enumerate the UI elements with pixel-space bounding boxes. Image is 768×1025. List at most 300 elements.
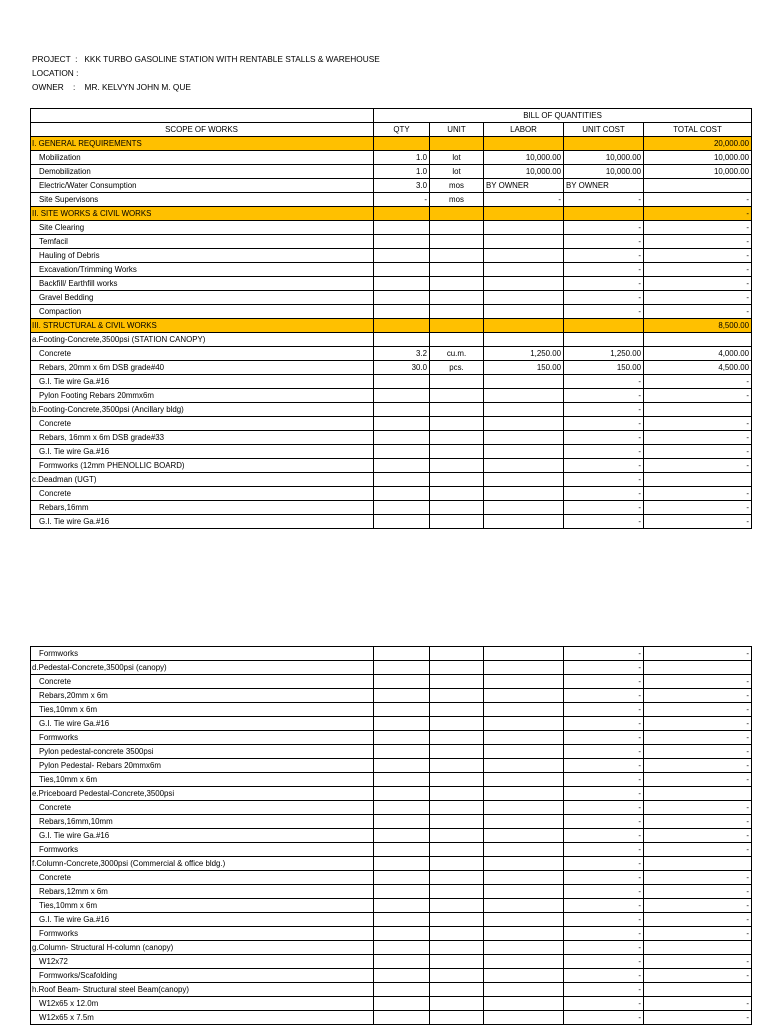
item-row (31, 417, 752, 431)
item-row (31, 703, 752, 717)
total-cost-cell: - (644, 235, 752, 249)
unit-cell (430, 501, 484, 515)
unit-cost-cell: - (564, 703, 644, 717)
unit-cell (430, 333, 484, 347)
total-cost-cell: - (644, 731, 752, 745)
item-row (31, 675, 752, 689)
unit-cost-cell: - (564, 717, 644, 731)
unit-cell (430, 389, 484, 403)
item-row (31, 773, 752, 787)
scope-cell: Rebars,16mm (31, 501, 374, 515)
total-cost-cell: - (644, 703, 752, 717)
total-cost-cell: 4,000.00 (644, 347, 752, 361)
unit-cell (430, 913, 484, 927)
unit-cell (430, 1011, 484, 1025)
labor-cell (484, 773, 564, 787)
total-cost-cell: - (644, 913, 752, 927)
unit-cost-cell: - (564, 473, 644, 487)
scope-cell: Concrete (31, 347, 374, 361)
total-cost-cell (644, 403, 752, 417)
unit-cost-cell: - (564, 277, 644, 291)
unit-cost-cell: - (564, 913, 644, 927)
qty-cell (374, 675, 430, 689)
item-row (31, 291, 752, 305)
unit-cost-cell: - (564, 291, 644, 305)
qty-cell (374, 913, 430, 927)
unit-cost-cell: - (564, 997, 644, 1011)
total-cost-cell: - (644, 717, 752, 731)
subgroup-row (31, 473, 752, 487)
section-row (31, 137, 752, 151)
unit-cell (430, 829, 484, 843)
qty-cell (374, 305, 430, 319)
scope-cell: Ties,10mm x 6m (31, 899, 374, 913)
item-row (31, 759, 752, 773)
unit-cost-cell: - (564, 487, 644, 501)
qty-cell (374, 501, 430, 515)
unit-cell (430, 997, 484, 1011)
item-row (31, 885, 752, 899)
unit-cell (430, 885, 484, 899)
total-cost-cell (644, 983, 752, 997)
qty-cell (374, 829, 430, 843)
item-row (31, 913, 752, 927)
subgroup-row (31, 941, 752, 955)
scope-cell: Mobilization (31, 151, 374, 165)
qty-cell (374, 703, 430, 717)
unit-cost-cell: - (564, 431, 644, 445)
unit-cell (430, 759, 484, 773)
total-cost-cell: - (644, 515, 752, 529)
unit-cell (430, 291, 484, 305)
qty-cell (374, 249, 430, 263)
item-row (31, 997, 752, 1011)
total-cost-cell: - (644, 759, 752, 773)
col-header-labor: LABOR (484, 123, 564, 137)
unit-cost-cell: - (564, 1011, 644, 1025)
unit-cell: pcs. (430, 361, 484, 375)
bill-of-quantities-table (30, 108, 752, 529)
labor-cell (484, 815, 564, 829)
unit-cost-cell: - (564, 221, 644, 235)
total-cost-cell (644, 179, 752, 193)
bill-of-quantities-continued-table (30, 646, 752, 1025)
unit-cost-cell: - (564, 955, 644, 969)
scope-cell: W12x65 x 7.5m (31, 1011, 374, 1025)
item-row (31, 445, 752, 459)
labor-cell: 10,000.00 (484, 165, 564, 179)
unit-cost-cell (564, 207, 644, 221)
item-row (31, 263, 752, 277)
unit-cell: lot (430, 165, 484, 179)
labor-cell (484, 249, 564, 263)
item-row (31, 389, 752, 403)
qty-cell (374, 291, 430, 305)
total-cost-cell (644, 941, 752, 955)
total-cost-cell: - (644, 815, 752, 829)
scope-cell: Site Clearing (31, 221, 374, 235)
unit-cell (430, 515, 484, 529)
scope-cell: Backfill/ Earthfill works (31, 277, 374, 291)
qty-cell (374, 983, 430, 997)
scope-cell: Formworks (31, 927, 374, 941)
labor-cell (484, 871, 564, 885)
unit-cell (430, 137, 484, 151)
total-cost-cell: - (644, 263, 752, 277)
labor-cell (484, 969, 564, 983)
unit-cost-cell: - (564, 885, 644, 899)
scope-cell: Pylon Pedestal- Rebars 20mmx6m (31, 759, 374, 773)
item-row (31, 843, 752, 857)
labor-cell (484, 417, 564, 431)
total-cost-cell: - (644, 375, 752, 389)
unit-cell: mos (430, 193, 484, 207)
scope-cell: Ties,10mm x 6m (31, 703, 374, 717)
labor-cell (484, 277, 564, 291)
labor-cell (484, 927, 564, 941)
labor-cell (484, 235, 564, 249)
labor-cell (484, 731, 564, 745)
scope-cell: h.Roof Beam- Structural steel Beam(canopy) (31, 983, 374, 997)
scope-cell: I. GENERAL REQUIREMENTS (31, 137, 374, 151)
qty-cell (374, 969, 430, 983)
qty-cell: 30.0 (374, 361, 430, 375)
subgroup-row (31, 403, 752, 417)
labor-cell (484, 403, 564, 417)
boq-title-blank-cell (31, 109, 374, 123)
qty-cell (374, 459, 430, 473)
scope-cell: Pylon pedestal-concrete 3500psi (31, 745, 374, 759)
labor-cell (484, 263, 564, 277)
labor-cell (484, 515, 564, 529)
item-row (31, 431, 752, 445)
qty-cell (374, 717, 430, 731)
scope-cell: a.Footing-Concrete,3500psi (STATION CANOPY) (31, 333, 374, 347)
item-row (31, 375, 752, 389)
unit-cost-cell: - (564, 689, 644, 703)
unit-cost-cell: - (564, 417, 644, 431)
qty-cell: - (374, 193, 430, 207)
unit-cell (430, 305, 484, 319)
labor-cell (484, 661, 564, 675)
total-cost-cell: - (644, 459, 752, 473)
col-header-unit-cost: UNIT COST (564, 123, 644, 137)
scope-cell: Formworks/Scafolding (31, 969, 374, 983)
unit-cell (430, 431, 484, 445)
section-row (31, 319, 752, 333)
qty-cell (374, 375, 430, 389)
qty-cell (374, 759, 430, 773)
item-row (31, 277, 752, 291)
qty-cell (374, 431, 430, 445)
unit-cell (430, 941, 484, 955)
unit-cell (430, 319, 484, 333)
qty-cell (374, 899, 430, 913)
scope-cell: f.Column-Concrete,3000psi (Commercial & office bldg.) (31, 857, 374, 871)
scope-cell: Site Supervisons (31, 193, 374, 207)
location-line: LOCATION : (32, 68, 79, 78)
unit-cost-cell: - (564, 745, 644, 759)
unit-cell (430, 661, 484, 675)
total-cost-cell: - (644, 417, 752, 431)
labor-cell (484, 487, 564, 501)
total-cost-cell: - (644, 773, 752, 787)
total-cost-cell: - (644, 431, 752, 445)
item-row (31, 151, 752, 165)
unit-cost-cell: - (564, 661, 644, 675)
unit-cell (430, 221, 484, 235)
unit-cell (430, 459, 484, 473)
qty-cell (374, 843, 430, 857)
qty-cell (374, 801, 430, 815)
total-cost-cell: - (644, 193, 752, 207)
item-row (31, 647, 752, 661)
qty-cell (374, 333, 430, 347)
item-row (31, 221, 752, 235)
labor-cell (484, 305, 564, 319)
total-cost-cell: - (644, 675, 752, 689)
unit-cost-cell: 1,250.00 (564, 347, 644, 361)
unit-cell (430, 717, 484, 731)
scope-cell: Ties,10mm x 6m (31, 773, 374, 787)
total-cost-cell: 10,000.00 (644, 165, 752, 179)
qty-cell (374, 1011, 430, 1025)
labor-cell: 150.00 (484, 361, 564, 375)
qty-cell (374, 263, 430, 277)
labor-cell (484, 445, 564, 459)
labor-cell: BY OWNER (484, 179, 564, 193)
total-cost-cell (644, 661, 752, 675)
unit-cost-cell: - (564, 969, 644, 983)
qty-cell (374, 207, 430, 221)
labor-cell (484, 759, 564, 773)
scope-cell: Pylon Footing Rebars 20mmx6m (31, 389, 374, 403)
unit-cell (430, 815, 484, 829)
col-header-scope: SCOPE OF WORKS (31, 123, 374, 137)
total-cost-cell: - (644, 927, 752, 941)
unit-cost-cell: - (564, 675, 644, 689)
scope-cell: III. STRUCTURAL & CIVIL WORKS (31, 319, 374, 333)
total-cost-cell: - (644, 899, 752, 913)
unit-cost-cell: - (564, 815, 644, 829)
unit-cell (430, 927, 484, 941)
scope-cell: Rebars,12mm x 6m (31, 885, 374, 899)
scope-cell: II. SITE WORKS & CIVIL WORKS (31, 207, 374, 221)
unit-cell: mos (430, 179, 484, 193)
scope-cell: g.Column- Structural H-column (canopy) (31, 941, 374, 955)
qty-cell: 3.2 (374, 347, 430, 361)
subgroup-row (31, 857, 752, 871)
unit-cost-cell: - (564, 445, 644, 459)
unit-cost-cell (564, 319, 644, 333)
item-row (31, 487, 752, 501)
qty-cell (374, 997, 430, 1011)
unit-cell (430, 801, 484, 815)
total-cost-cell: 4,500.00 (644, 361, 752, 375)
qty-cell (374, 689, 430, 703)
col-header-total-cost: TOTAL COST (644, 123, 752, 137)
labor-cell (484, 941, 564, 955)
labor-cell (484, 389, 564, 403)
scope-cell: Hauling of Debris (31, 249, 374, 263)
item-row (31, 1011, 752, 1025)
unit-cost-cell: - (564, 787, 644, 801)
item-row (31, 165, 752, 179)
boq-title: BILL OF QUANTITIES (374, 109, 752, 123)
scope-cell: e.Priceboard Pedestal-Concrete,3500psi (31, 787, 374, 801)
labor-cell: 1,250.00 (484, 347, 564, 361)
qty-cell (374, 647, 430, 661)
unit-cell (430, 263, 484, 277)
unit-cost-cell: 10,000.00 (564, 165, 644, 179)
scope-cell: Concrete (31, 801, 374, 815)
total-cost-cell: - (644, 1011, 752, 1025)
qty-cell: 1.0 (374, 165, 430, 179)
unit-cost-cell: - (564, 193, 644, 207)
labor-cell (484, 291, 564, 305)
item-row (31, 969, 752, 983)
labor-cell (484, 899, 564, 913)
total-cost-cell: - (644, 291, 752, 305)
labor-cell (484, 221, 564, 235)
scope-cell: Rebars, 20mm x 6m DSB grade#40 (31, 361, 374, 375)
item-row (31, 871, 752, 885)
unit-cost-cell: - (564, 263, 644, 277)
unit-cost-cell: - (564, 801, 644, 815)
qty-cell (374, 515, 430, 529)
unit-cell (430, 207, 484, 221)
labor-cell (484, 137, 564, 151)
item-row (31, 815, 752, 829)
unit-cell (430, 773, 484, 787)
total-cost-cell: - (644, 745, 752, 759)
total-cost-cell: - (644, 955, 752, 969)
scope-cell: Concrete (31, 871, 374, 885)
unit-cell (430, 403, 484, 417)
unit-cell (430, 703, 484, 717)
labor-cell (484, 459, 564, 473)
unit-cost-cell: - (564, 305, 644, 319)
unit-cost-cell: - (564, 927, 644, 941)
labor-cell (484, 955, 564, 969)
total-cost-cell: - (644, 487, 752, 501)
unit-cell (430, 417, 484, 431)
total-cost-cell: - (644, 997, 752, 1011)
qty-cell: 1.0 (374, 151, 430, 165)
qty-cell (374, 487, 430, 501)
total-cost-cell: - (644, 277, 752, 291)
item-row (31, 347, 752, 361)
labor-cell (484, 983, 564, 997)
qty-cell (374, 731, 430, 745)
project-line: PROJECT : KKK TURBO GASOLINE STATION WITH RENTABLE STALLS & WAREHOUSE (32, 54, 380, 64)
item-row (31, 179, 752, 193)
labor-cell (484, 885, 564, 899)
item-row (31, 249, 752, 263)
scope-cell: G.I. Tie wire Ga.#16 (31, 913, 374, 927)
scope-cell: Concrete (31, 417, 374, 431)
unit-cell (430, 689, 484, 703)
labor-cell (484, 1011, 564, 1025)
labor-cell (484, 207, 564, 221)
labor-cell (484, 717, 564, 731)
labor-cell (484, 675, 564, 689)
item-row (31, 801, 752, 815)
qty-cell (374, 221, 430, 235)
unit-cost-cell: - (564, 773, 644, 787)
total-cost-cell: - (644, 689, 752, 703)
scope-cell: Formworks (31, 843, 374, 857)
total-cost-cell: - (644, 501, 752, 515)
qty-cell (374, 885, 430, 899)
item-row (31, 361, 752, 375)
unit-cell (430, 871, 484, 885)
total-cost-cell: - (644, 305, 752, 319)
qty-cell (374, 445, 430, 459)
qty-cell (374, 773, 430, 787)
unit-cost-cell: - (564, 501, 644, 515)
labor-cell (484, 787, 564, 801)
unit-cost-cell: - (564, 235, 644, 249)
unit-cell (430, 249, 484, 263)
unit-cell (430, 473, 484, 487)
unit-cost-cell: - (564, 375, 644, 389)
unit-cell (430, 375, 484, 389)
column-header-row (31, 123, 752, 137)
scope-cell: Formworks (12mm PHENOLLIC BOARD) (31, 459, 374, 473)
item-row (31, 745, 752, 759)
total-cost-cell: - (644, 249, 752, 263)
total-cost-cell: - (644, 647, 752, 661)
scope-cell: Concrete (31, 487, 374, 501)
section-row (31, 207, 752, 221)
unit-cost-cell: - (564, 857, 644, 871)
labor-cell (484, 997, 564, 1011)
scope-cell: G.I. Tie wire Ga.#16 (31, 717, 374, 731)
total-cost-cell: - (644, 207, 752, 221)
boq-body-page-2 (31, 647, 752, 1025)
qty-cell (374, 955, 430, 969)
item-row (31, 829, 752, 843)
labor-cell (484, 501, 564, 515)
unit-cost-cell: 10,000.00 (564, 151, 644, 165)
scope-cell: Demobilization (31, 165, 374, 179)
total-cost-cell: - (644, 801, 752, 815)
item-row (31, 501, 752, 515)
scope-cell: d.Pedestal-Concrete,3500psi (canopy) (31, 661, 374, 675)
scope-cell: Compaction (31, 305, 374, 319)
unit-cost-cell: - (564, 459, 644, 473)
scope-cell: Electric/Water Consumption (31, 179, 374, 193)
total-cost-cell (644, 473, 752, 487)
scope-cell: G.I. Tie wire Ga.#16 (31, 375, 374, 389)
total-cost-cell: - (644, 445, 752, 459)
unit-cost-cell: BY OWNER (564, 179, 644, 193)
qty-cell (374, 403, 430, 417)
labor-cell: - (484, 193, 564, 207)
item-row (31, 305, 752, 319)
scope-cell: Excavation/Trimming Works (31, 263, 374, 277)
scope-cell: Rebars,20mm x 6m (31, 689, 374, 703)
unit-cost-cell: 150.00 (564, 361, 644, 375)
total-cost-cell: - (644, 221, 752, 235)
owner-line: OWNER : MR. KELVYN JOHN M. QUE (32, 82, 191, 92)
qty-cell (374, 137, 430, 151)
unit-cell (430, 647, 484, 661)
qty-cell (374, 941, 430, 955)
qty-cell (374, 857, 430, 871)
labor-cell (484, 843, 564, 857)
